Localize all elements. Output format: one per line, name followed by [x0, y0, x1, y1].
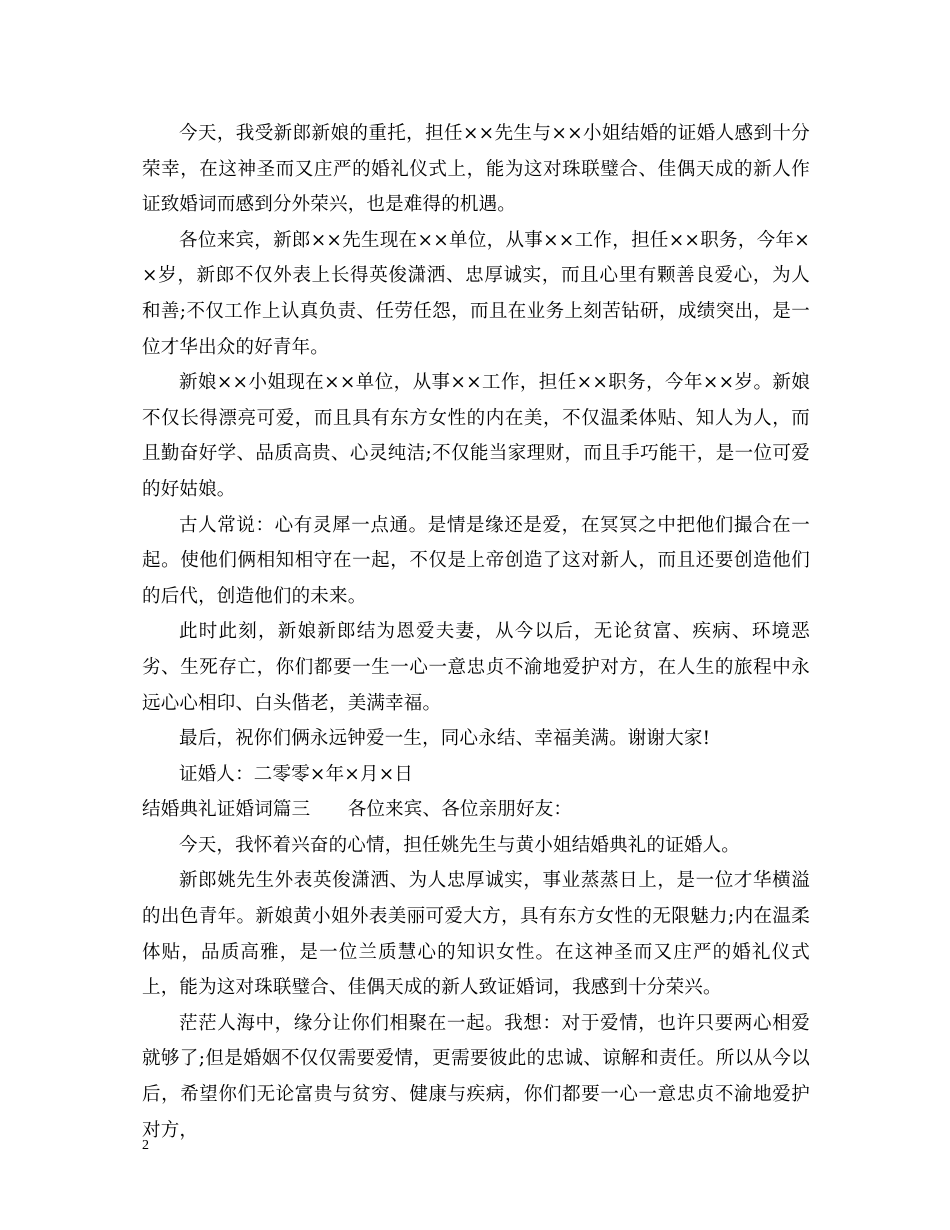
- paragraph-4: 古人常说：心有灵犀一点通。是情是缘还是爱，在冥冥之中把他们撮合在一起。使他们俩相知相守在一起，不仅是上帝创造了这对新人，而且还要创造他们的后代，创造他们的未来。: [142, 514, 810, 607]
- paragraph-9: 茫茫人海中，缘分让你们相聚在一起。我想：对于爱情，也许只要两心相爱就够了;但是婚姻不仅仅需要爱情，更需要彼此的忠诚、谅解和责任。所以从今以后，希望你们无论富贵与贫穷、健康与疾病，你们都要一心一意忠贞不渝地爱护对方，: [142, 1012, 810, 1141]
- paragraph-1: 今天，我受新郎新娘的重托，担任××先生与××小姐结婚的证婚人感到十分荣幸，在这神圣而又庄严的婚礼仪式上，能为这对珠联璧合、佳偶天成的新人作证致婚词而感到分外荣兴，也是难得的机遇。: [142, 123, 810, 216]
- paragraph-8: 新郎姚先生外表英俊潇洒、为人忠厚诚实，事业蒸蒸日上，是一位才华横溢的出色青年。新娘黄小姐外表美丽可爱大方，具有东方女性的无限魅力;内在温柔体贴，品质高雅，是一位兰质慧心的知识女性。在这神圣而又庄严的婚礼仪式上，能为这对珠联璧合、佳偶天成的新人致证婚词，我感到十分荣兴。: [142, 870, 810, 999]
- document-body: [142, 116, 810, 1148]
- page-number: 2: [142, 1138, 149, 1153]
- section-heading: 结婚典礼证婚词篇三 各位来宾、各位亲朋好友：: [142, 799, 573, 821]
- paragraph-5: 此时此刻，新娘新郎结为恩爱夫妻，从今以后，无论贫富、疾病、环境恶劣、生死存亡，你们都要一生一心一意忠贞不渝地爱护对方，在人生的旅程中永远心心相印、白头偕老，美满幸福。: [142, 621, 810, 714]
- paragraph-7: 今天，我怀着兴奋的心情，担任姚先生与黄小姐结婚典礼的证婚人。: [179, 834, 741, 856]
- paragraph-6: 最后，祝你们俩永远钟爱一生，同心永结、幸福美满。谢谢大家!: [179, 728, 711, 750]
- paragraph-3: 新娘××小姐现在××单位，从事××工作，担任××职务，今年××岁。新娘不仅长得漂亮可爱，而且具有东方女性的内在美，不仅温柔体贴、知人为人，而且勤奋好学、品质高贵、心灵纯洁;不仅能当家理财，而且手巧能干，是一位可爱的好姑娘。: [142, 372, 810, 500]
- paragraph-2: 各位来宾，新郎××先生现在××单位，从事××工作，担任××职务，今年××岁，新郎不仅外表上长得英俊潇洒、忠厚诚实，而且心里有颗善良爱心，为人和善;不仅工作上认真负责、任劳任怨，而且在业务上刻苦钻研，成绩突出，是一位才华出众的好青年。: [142, 229, 810, 358]
- signature-line: 证婚人：二零零×年×月×日: [179, 763, 414, 785]
